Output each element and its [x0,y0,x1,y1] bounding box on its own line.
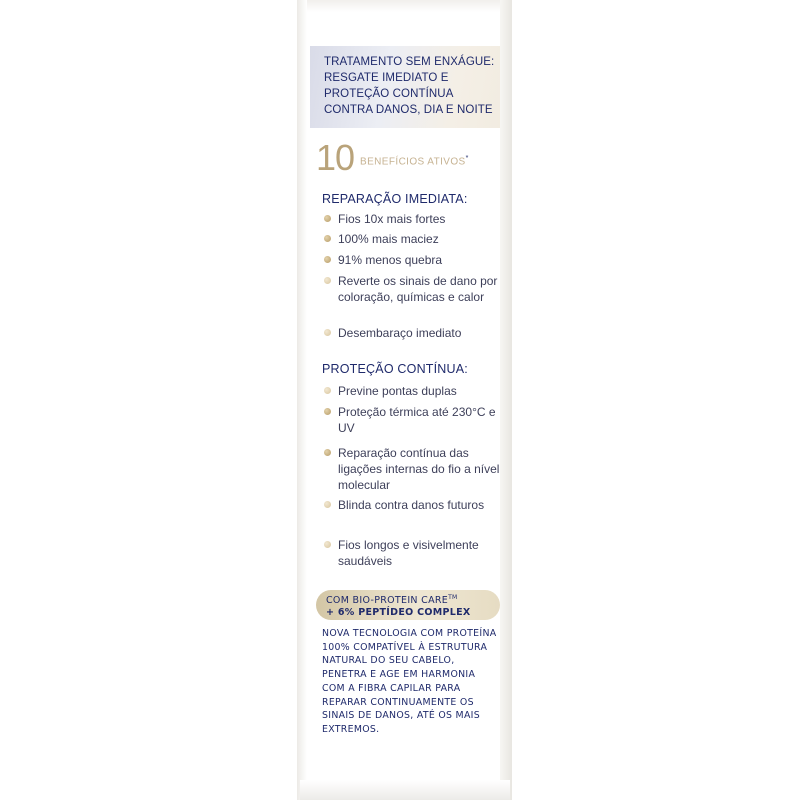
list-item-text: Reverte os sinais de dano por coloração, químicas e calor [338,274,498,304]
repair-section-title: REPARAÇÃO IMEDIATA: [322,192,468,206]
list-item-text: Fios 10x mais fortes [338,212,446,226]
technology-description: NOVA TECNOLOGIA COM PROTEÍNA 100% COMPATÍVEL À ESTRUTURA NATURAL DO SEU CABELO, PENETRA E AGE EM HARMONIA COM A FIBRA CAPILAR PARA REPARAR CONTINUAMENTE OS SINAIS DE DANOS, ATÉ OS MAIS EXTREMOS. [322,628,497,735]
product-box-side-panel [310,0,500,800]
repair-list [322,211,500,345]
list-item-text: Previne pontas duplas [338,384,457,398]
list-item [322,231,500,252]
bullet-icon [324,449,331,456]
list-item [322,404,500,445]
list-item [322,537,500,573]
headline: TRATAMENTO SEM ENXÁGUE: RESGATE IMEDIATO E PROTEÇÃO CONTÍNUA CONTRA DANOS, DIA E NOITE [324,56,495,116]
bullet-icon [324,329,331,336]
box-right-edge [500,0,512,800]
bullet-icon [324,235,331,242]
complex-line-2: + 6% PEPTÍDEO COMPLEX [326,606,471,618]
bullet-icon [324,277,331,284]
list-item [322,325,500,345]
list-item [322,252,500,273]
complex-line-1-text: COM BIO-PROTEIN CARE [326,595,449,607]
benefits-title [360,155,469,167]
list-item-text: Proteção térmica até 230°C e UV [338,405,496,435]
list-item-text: Blinda contra danos futuros [338,498,485,512]
list-item [322,383,500,404]
bullet-icon [324,501,331,508]
complex-line-1 [326,592,500,606]
benefits-number: 10 [316,137,355,178]
box-left-edge [297,0,307,800]
list-item [322,497,500,537]
bullet-icon [324,387,331,394]
complex-badge [316,590,500,620]
list-item [322,445,500,497]
trademark-mark: TM [448,594,458,602]
bullet-icon [324,215,331,222]
bullet-icon [324,541,331,548]
list-item-text: Reparação contínua das ligações internas do fio a nível molecular [338,446,500,492]
bullet-icon [324,408,331,415]
benefits-heading [316,136,500,180]
list-item-text: Desembaraço imediato [338,326,462,340]
list-item-text: 100% mais maciez [338,232,439,246]
list-item [322,211,500,231]
list-item-text: Fios longos e visivelmente saudáveis [338,538,479,568]
bullet-icon [324,256,331,263]
list-item-text: 91% menos quebra [338,253,443,267]
footnote-marker: * [465,154,469,162]
protection-section-title: PROTEÇÃO CONTÍNUA: [322,362,468,376]
protection-list [322,383,500,573]
list-item [322,273,500,325]
benefits-title-text: BENEFÍCIOS ATIVOS [360,156,466,168]
